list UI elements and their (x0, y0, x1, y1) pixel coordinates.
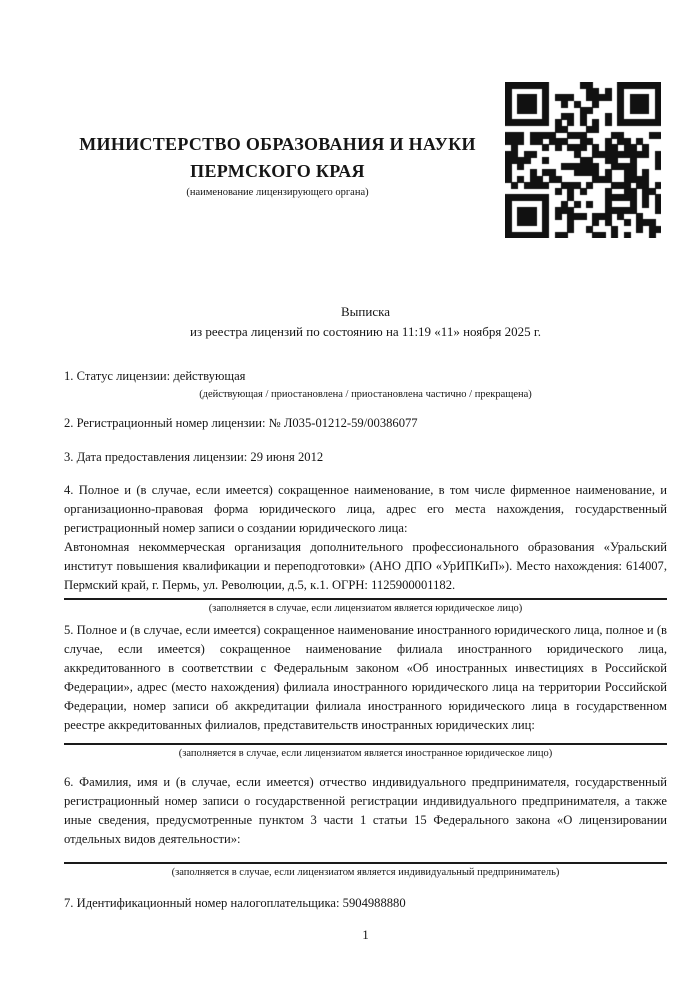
page-number: 1 (362, 927, 369, 942)
ministry-name-line1: МИНИСТЕРСТВО ОБРАЗОВАНИЯ И НАУКИ (79, 134, 476, 154)
ministry-caption: (наименование лицензирующего органа) (186, 187, 369, 198)
qr-code (505, 82, 661, 238)
item-individual-entrepreneur (64, 773, 667, 880)
item-license-status (64, 367, 667, 402)
foreign-entity-rule (64, 743, 667, 745)
item-foreign-entity (64, 621, 667, 761)
ministry-name-line2: ПЕРМСКОГО КРАЯ (190, 161, 365, 181)
license-status-note: (действующая / приостановлена / приостановлена частично / прекращена) (199, 389, 532, 400)
document-title-line1: Выписка (341, 304, 390, 319)
foreign-entity-note: (заполняется в случае, если лицензиатом является иностранное юридическое лицо) (178, 748, 553, 759)
item-taxpayer-number (64, 894, 667, 913)
item-license-date (64, 448, 667, 467)
taxpayer-number-text: 7. Идентификационный номер налогоплательщика: 5904988880 (64, 896, 406, 910)
legal-entity-answer: Автономная некоммерческая организация дополнительного профессионального образования «Уральский институт повышения квалификации и переподготовки» (АНО ДПО «УрИПКиП»). Место нахождения: 614007, Пермский край, г. Пермь, ул. Революции, д.5, к.1. ОГРН: 1125900001182. (64, 540, 667, 592)
individual-entrepreneur-note: (заполняется в случае, если лицензиатом является индивидуальный предприниматель) (171, 867, 560, 878)
individual-entrepreneur-rule (64, 862, 667, 864)
legal-entity-rule (64, 598, 667, 600)
document-title (64, 302, 667, 342)
document-title-line2: из реестра лицензий по состоянию на 11:19 «11» ноября 2025 г. (190, 324, 541, 339)
license-date-text: 3. Дата предоставления лицензии: 29 июня 2012 (64, 450, 324, 464)
issuing-authority-block (64, 131, 491, 200)
foreign-entity-question: 5. Полное и (в случае, если имеется) сокращенное наименование иностранного юридического лица, полное и (в случае, если имеется) сокращенное наименование филиала иностранного юридического лица, аккредитованного в соответствии с Федеральным законом «Об иностранных инвестициях в Российской Федерации», адрес (место нахождения) филиала иностранного юридического лица на территории Российской Федерации, номер записи об аккредитации филиала иностранного юридического лица в государственном реестре аккредитованных филиалов, представительств иностранных юридических лиц: (64, 623, 667, 732)
legal-entity-question: 4. Полное и (в случае, если имеется) сокращенное наименование, в том числе фирменное наименование, и организационно-правовая форма юридического лица, адрес его места нахождения, государственный регистрационный номер записи о создании юридического лица: (64, 483, 667, 535)
registration-number-text: 2. Регистрационный номер лицензии: № Л035-01212-59/00386077 (64, 416, 418, 430)
legal-entity-note: (заполняется в случае, если лицензиатом является юридическое лицо) (208, 603, 523, 614)
individual-entrepreneur-question: 6. Фамилия, имя и (в случае, если имеется) отчество индивидуального предпринимателя, государственный регистрационный номер записи о государственной регистрации индивидуального предпринимателя, а также иные сведения, предусмотренные пунктом 3 части 1 статьи 15 Федерального закона «О лицензировании отдельных видов деятельности»: (64, 775, 667, 846)
license-status-text: 1. Статус лицензии: действующая (64, 369, 246, 383)
item-legal-entity (64, 481, 667, 616)
item-registration-number (64, 414, 667, 433)
